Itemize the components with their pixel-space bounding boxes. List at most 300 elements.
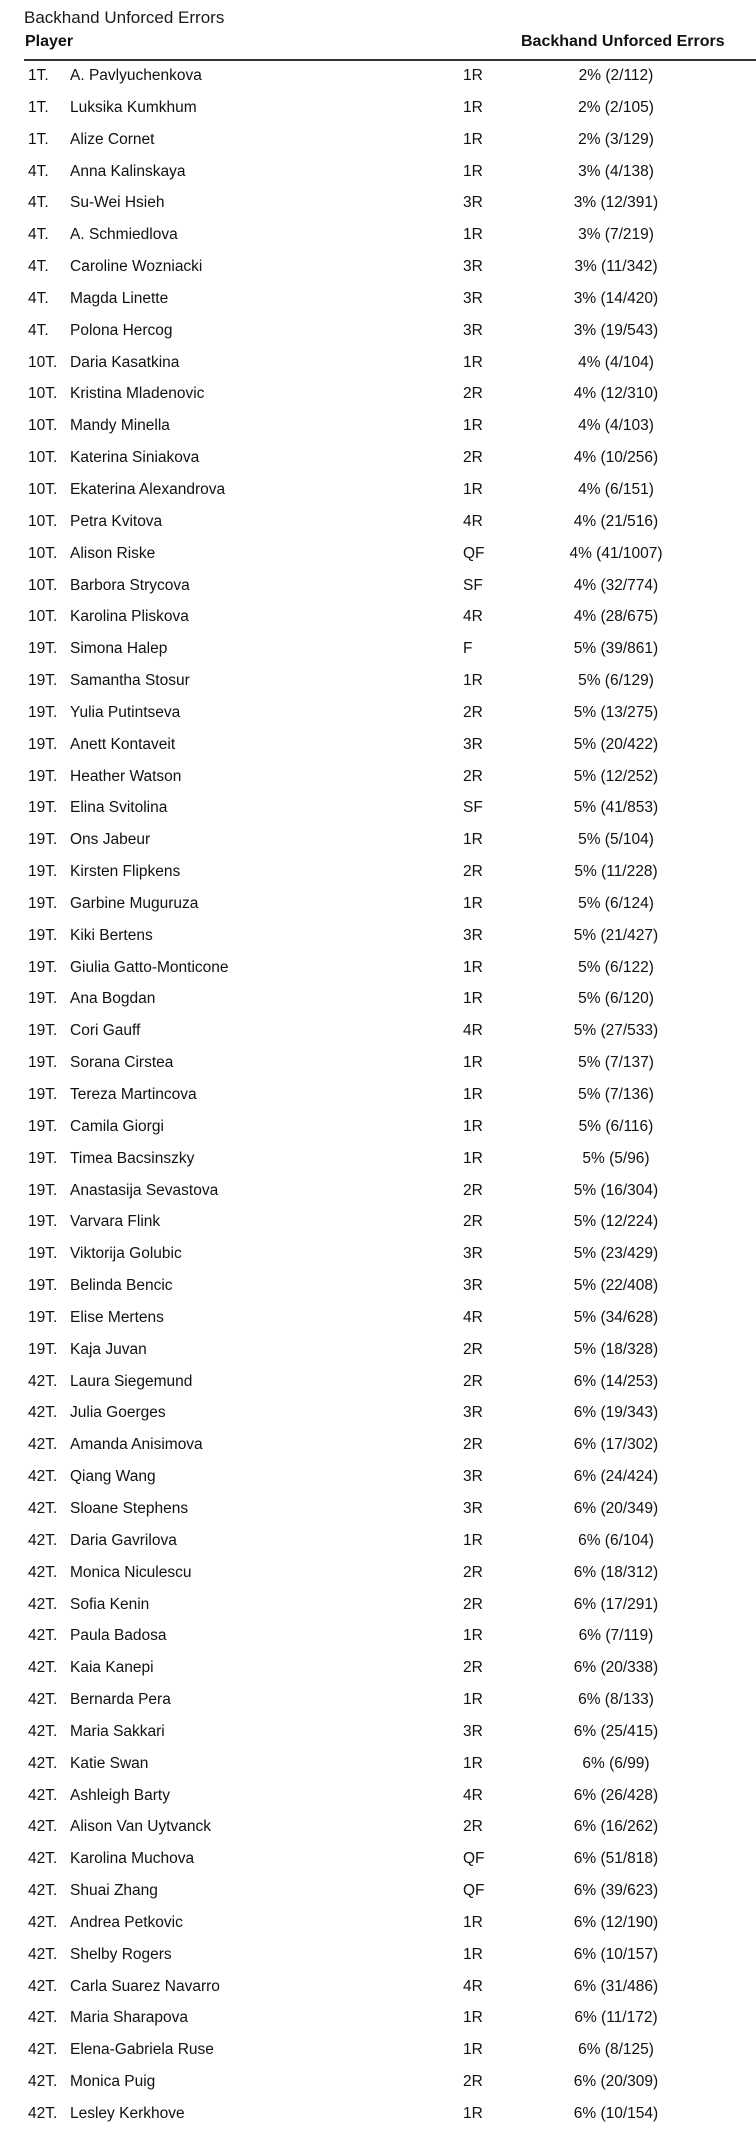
player-name-cell: Ekaterina Alexandrova <box>70 480 226 498</box>
table-row <box>0 1877 756 1909</box>
backhand-ue-cell: 5% (12/252) <box>573 767 659 785</box>
round-cell: 2R <box>463 1340 483 1358</box>
backhand-ue-cell: 3% (11/342) <box>574 258 658 276</box>
rank-cell: 42T. <box>28 1850 58 1868</box>
backhand-ue-cell: 4% (6/151) <box>578 480 654 498</box>
player-name-cell: Mandy Minella <box>70 417 170 435</box>
round-cell: 2R <box>463 863 483 881</box>
table-row <box>0 1622 756 1654</box>
rank-cell: 19T. <box>28 990 58 1008</box>
table-row <box>0 667 756 699</box>
backhand-ue-cell: 5% (6/124) <box>578 894 654 912</box>
backhand-ue-cell: 5% (34/628) <box>573 1308 659 1326</box>
round-cell: 1R <box>463 2009 483 2027</box>
round-cell: 1R <box>463 130 483 148</box>
rank-cell: 10T. <box>28 544 58 562</box>
player-name-cell: Karolina Pliskova <box>70 608 189 626</box>
table-row <box>0 794 756 826</box>
backhand-ue-cell: 6% (7/119) <box>578 1627 654 1645</box>
rank-cell: 19T. <box>28 799 58 817</box>
round-cell: 1R <box>463 417 483 435</box>
player-name-cell: Daria Kasatkina <box>70 353 180 371</box>
rank-cell: 10T. <box>28 449 58 467</box>
player-name-cell: Kiki Bertens <box>70 926 153 944</box>
rank-cell: 19T. <box>28 958 58 976</box>
table-row <box>0 603 756 635</box>
backhand-ue-cell: 6% (26/428) <box>573 1786 659 1804</box>
table-row <box>0 1081 756 1113</box>
rank-cell: 42T. <box>28 2009 58 2027</box>
table-row <box>0 1909 756 1941</box>
round-cell: 1R <box>463 1117 483 1135</box>
backhand-ue-cell: 5% (5/104) <box>578 831 654 849</box>
header-divider <box>24 59 756 61</box>
round-cell: 2R <box>463 1595 483 1613</box>
round-cell: 3R <box>463 1277 483 1295</box>
round-cell: 1R <box>463 894 483 912</box>
rank-cell: 19T. <box>28 703 58 721</box>
backhand-ue-cell: 6% (16/262) <box>573 1818 659 1836</box>
player-name-cell: Monica Puig <box>70 2073 156 2091</box>
rank-cell: 42T. <box>28 1786 58 1804</box>
player-name-cell: Tereza Martincova <box>70 1086 197 1103</box>
player-name-cell: Viktorija Golubic <box>70 1245 182 1263</box>
round-cell: 1R <box>463 831 483 849</box>
backhand-ue-cell: 5% (21/427) <box>573 926 659 944</box>
player-name-cell: Bernarda Pera <box>70 1691 171 1709</box>
round-cell: 1R <box>463 1913 483 1931</box>
rank-cell: 42T. <box>28 1659 58 1677</box>
round-cell: 3R <box>463 735 483 753</box>
player-name-cell: Elise Mertens <box>70 1308 164 1326</box>
round-cell: 4R <box>463 1786 483 1804</box>
table-row <box>0 1113 756 1145</box>
rank-cell: 1T. <box>28 130 49 148</box>
backhand-ue-cell: 6% (12/190) <box>573 1913 659 1931</box>
player-name-cell: Sloane Stephens <box>70 1499 189 1517</box>
backhand-ue-cell: 3% (4/138) <box>578 162 654 180</box>
backhand-ue-cell: 6% (19/343) <box>573 1404 659 1422</box>
player-name-cell: Kirsten Flipkens <box>70 863 181 881</box>
round-cell: 1R <box>463 1754 483 1772</box>
rank-cell: 19T. <box>28 1277 58 1295</box>
round-cell: 1R <box>463 1054 483 1072</box>
rank-cell: 19T. <box>28 640 58 658</box>
table-row <box>0 1049 756 1081</box>
table-row <box>0 572 756 604</box>
round-cell: 1R <box>463 162 483 180</box>
table-row <box>0 922 756 954</box>
player-name-cell: Anett Kontaveit <box>70 735 176 753</box>
backhand-ue-cell: 4% (32/774) <box>573 576 659 594</box>
round-cell: 1R <box>463 1086 483 1103</box>
table-row <box>0 1686 756 1718</box>
table-row <box>0 540 756 572</box>
rank-cell: 42T. <box>28 1818 58 1836</box>
backhand-ue-cell: 6% (18/312) <box>573 1563 659 1581</box>
round-cell: 4R <box>463 1977 483 1995</box>
rank-cell: 19T. <box>28 831 58 849</box>
table-row <box>0 1941 756 1973</box>
round-cell: SF <box>463 576 483 594</box>
rank-cell: 1T. <box>28 67 49 84</box>
round-cell: 1R <box>463 958 483 976</box>
rank-cell: 19T. <box>28 1340 58 1358</box>
table-row <box>0 858 756 890</box>
player-name-cell: Katie Swan <box>70 1754 149 1772</box>
table-row <box>0 380 756 412</box>
player-name-cell: Giulia Gatto-Monticone <box>70 958 229 976</box>
player-name-cell: Belinda Bencic <box>70 1277 173 1295</box>
rank-cell: 42T. <box>28 1691 58 1709</box>
table-row <box>0 1304 756 1336</box>
backhand-ue-cell: 3% (14/420) <box>573 289 659 307</box>
table-row <box>0 1240 756 1272</box>
player-name-cell: Katerina Siniakova <box>70 449 200 467</box>
rank-cell: 4T. <box>28 258 49 276</box>
table-row <box>0 1399 756 1431</box>
player-name-cell: Garbine Muguruza <box>70 894 199 912</box>
player-name-cell: Kristina Mladenovic <box>70 385 205 403</box>
table-title: Backhand Unforced Errors <box>24 8 225 27</box>
table-row <box>0 826 756 858</box>
round-cell: 4R <box>463 512 483 530</box>
round-cell: QF <box>463 1850 485 1868</box>
table-row <box>0 1208 756 1240</box>
backhand-ue-cell: 5% (20/422) <box>573 735 659 753</box>
table-row <box>0 635 756 667</box>
rank-cell: 42T. <box>28 1977 58 1995</box>
rank-cell: 19T. <box>28 1213 58 1231</box>
rank-cell: 19T. <box>28 767 58 785</box>
table-row <box>0 890 756 922</box>
rank-cell: 10T. <box>28 512 58 530</box>
player-name-cell: Kaja Juvan <box>70 1340 147 1358</box>
table-row <box>0 1272 756 1304</box>
backhand-ue-cell: 4% (28/675) <box>573 608 659 626</box>
backhand-ue-cell: 6% (17/291) <box>573 1595 659 1613</box>
round-cell: QF <box>463 544 485 562</box>
player-name-cell: Ons Jabeur <box>70 831 151 849</box>
player-name-cell: Carla Suarez Navarro <box>70 1977 220 1995</box>
table-row <box>0 731 756 763</box>
round-cell: 2R <box>463 1818 483 1836</box>
round-cell: 2R <box>463 1563 483 1581</box>
round-cell: 1R <box>463 1149 483 1167</box>
rank-cell: 19T. <box>28 1308 58 1326</box>
round-cell: 3R <box>463 258 483 276</box>
table-row <box>0 62 756 94</box>
backhand-ue-cell: 6% (11/172) <box>574 2009 658 2027</box>
player-name-cell: Polona Hercog <box>70 321 173 339</box>
rank-cell: 19T. <box>28 1054 58 1072</box>
round-cell: 1R <box>463 67 483 84</box>
round-cell: 4R <box>463 1308 483 1326</box>
player-name-cell: Laura Siegemund <box>70 1372 193 1390</box>
backhand-ue-cell: 6% (10/157) <box>573 1945 659 1963</box>
player-name-cell: Amanda Anisimova <box>70 1436 203 1454</box>
round-cell: 1R <box>463 2041 483 2059</box>
round-cell: QF <box>463 1882 485 1900</box>
round-cell: 1R <box>463 480 483 498</box>
player-name-cell: Julia Goerges <box>70 1404 166 1422</box>
player-name-cell: Alison Van Uytvanck <box>70 1818 211 1836</box>
player-name-cell: Anastasija Sevastova <box>70 1181 219 1199</box>
backhand-ue-cell: 6% (20/349) <box>573 1499 659 1517</box>
rank-cell: 1T. <box>28 98 49 116</box>
player-name-cell: Luksika Kumkhum <box>70 98 197 116</box>
table-body <box>0 62 756 2132</box>
table-row <box>0 126 756 158</box>
player-name-cell: Camila Giorgi <box>70 1117 164 1135</box>
backhand-ue-cell: 6% (20/309) <box>573 2073 659 2091</box>
player-name-cell: Magda Linette <box>70 289 169 307</box>
round-cell: 1R <box>463 1627 483 1645</box>
rank-cell: 4T. <box>28 194 49 212</box>
backhand-ue-cell: 5% (23/429) <box>573 1245 659 1263</box>
player-name-cell: Su-Wei Hsieh <box>70 194 165 212</box>
table-row <box>0 1177 756 1209</box>
player-name-cell: Daria Gavrilova <box>70 1531 177 1549</box>
round-cell: 3R <box>463 1468 483 1486</box>
player-name-cell: Barbora Strycova <box>70 576 190 594</box>
rank-cell: 42T. <box>28 2105 58 2122</box>
backhand-ue-cell: 6% (24/424) <box>573 1468 659 1486</box>
table-row <box>0 1845 756 1877</box>
backhand-ue-cell: 5% (12/224) <box>573 1213 659 1231</box>
backhand-ue-cell: 3% (7/219) <box>578 226 654 244</box>
table-row <box>0 1431 756 1463</box>
player-name-cell: Andrea Petkovic <box>70 1913 183 1931</box>
round-cell: 3R <box>463 1722 483 1740</box>
backhand-ue-cell: 6% (8/133) <box>578 1691 654 1709</box>
rank-cell: 42T. <box>28 2041 58 2059</box>
table-row <box>0 221 756 253</box>
table-row <box>0 1017 756 1049</box>
rank-cell: 19T. <box>28 1022 58 1040</box>
round-cell: 1R <box>463 672 483 690</box>
table-row <box>0 508 756 540</box>
table-row <box>0 1336 756 1368</box>
table-row <box>0 349 756 381</box>
rank-cell: 10T. <box>28 417 58 435</box>
table-row <box>0 2036 756 2068</box>
backhand-ue-cell: 5% (13/275) <box>573 703 659 721</box>
backhand-ue-cell: 5% (22/408) <box>573 1277 659 1295</box>
round-cell: 1R <box>463 1531 483 1549</box>
backhand-ue-cell: 5% (11/228) <box>574 863 658 881</box>
rank-cell: 19T. <box>28 735 58 753</box>
backhand-ue-cell: 2% (2/112) <box>578 67 654 84</box>
backhand-ue-cell: 5% (27/533) <box>573 1022 659 1040</box>
table-row <box>0 189 756 221</box>
table-row <box>0 1495 756 1527</box>
round-cell: 1R <box>463 2105 483 2122</box>
player-name-cell: Kaia Kanepi <box>70 1659 154 1677</box>
backhand-ue-cell: 5% (7/137) <box>578 1054 654 1072</box>
rank-cell: 19T. <box>28 1245 58 1263</box>
table-row <box>0 1591 756 1623</box>
backhand-ue-cell: 4% (10/256) <box>573 449 659 467</box>
table-row <box>0 1145 756 1177</box>
round-cell: 2R <box>463 1436 483 1454</box>
round-cell: SF <box>463 799 483 817</box>
backhand-ue-cell: 5% (6/129) <box>578 672 654 690</box>
player-name-cell: Maria Sakkari <box>70 1722 165 1740</box>
player-name-cell: A. Schmiedlova <box>70 226 178 244</box>
rank-cell: 4T. <box>28 289 49 307</box>
table-row <box>0 1559 756 1591</box>
backhand-ue-cell: 6% (20/338) <box>573 1659 659 1677</box>
rank-cell: 42T. <box>28 1468 58 1486</box>
round-cell: 2R <box>463 385 483 403</box>
rank-cell: 42T. <box>28 1754 58 1772</box>
backhand-ue-cell: 4% (4/103) <box>578 417 654 435</box>
backhand-ue-cell: 6% (8/125) <box>578 2041 654 2059</box>
player-name-cell: Sofia Kenin <box>70 1595 150 1613</box>
rank-cell: 42T. <box>28 2073 58 2091</box>
backhand-ue-cell: 6% (39/623) <box>573 1882 659 1900</box>
rank-cell: 42T. <box>28 1945 58 1963</box>
backhand-ue-cell: 5% (7/136) <box>578 1086 654 1103</box>
backhand-ue-cell: 5% (6/116) <box>578 1117 654 1135</box>
round-cell: 3R <box>463 194 483 212</box>
player-name-cell: A. Pavlyuchenkova <box>70 67 202 84</box>
player-name-cell: Petra Kvitova <box>70 512 163 530</box>
player-name-cell: Ana Bogdan <box>70 990 156 1008</box>
player-name-cell: Samantha Stosur <box>70 672 190 690</box>
round-cell: 2R <box>463 767 483 785</box>
backhand-ue-cell: 6% (6/99) <box>582 1754 650 1772</box>
table-row <box>0 1973 756 2005</box>
rank-cell: 19T. <box>28 926 58 944</box>
table-row <box>0 2004 756 2036</box>
table-row <box>0 985 756 1017</box>
rank-cell: 4T. <box>28 321 49 339</box>
backhand-ue-cell: 5% (41/853) <box>573 799 659 817</box>
round-cell: 4R <box>463 608 483 626</box>
rank-cell: 42T. <box>28 1627 58 1645</box>
round-cell: F <box>463 640 473 658</box>
rank-cell: 10T. <box>28 576 58 594</box>
player-name-cell: Karolina Muchova <box>70 1850 195 1868</box>
table-row <box>0 412 756 444</box>
round-cell: 3R <box>463 926 483 944</box>
rank-cell: 42T. <box>28 1913 58 1931</box>
table-row <box>0 158 756 190</box>
backhand-ue-cell: 5% (39/861) <box>573 640 659 658</box>
player-name-cell: Shuai Zhang <box>70 1882 158 1900</box>
round-cell: 4R <box>463 1022 483 1040</box>
round-cell: 2R <box>463 1372 483 1390</box>
table-row <box>0 1750 756 1782</box>
rank-cell: 42T. <box>28 1436 58 1454</box>
player-name-cell: Cori Gauff <box>70 1022 141 1040</box>
table-row <box>0 1782 756 1814</box>
player-name-cell: Elena-Gabriela Ruse <box>70 2041 214 2059</box>
rank-cell: 10T. <box>28 608 58 626</box>
player-name-cell: Yulia Putintseva <box>70 703 181 721</box>
table-row <box>0 317 756 349</box>
backhand-ue-cell: 4% (21/516) <box>573 512 659 530</box>
backhand-ue-cell: 5% (18/328) <box>573 1340 659 1358</box>
backhand-ue-cell: 5% (6/120) <box>578 990 654 1008</box>
table-row <box>0 1527 756 1559</box>
backhand-ue-cell: 4% (4/104) <box>578 353 654 371</box>
round-cell: 2R <box>463 449 483 467</box>
backhand-ue-cell: 6% (51/818) <box>573 1850 659 1868</box>
backhand-ue-cell: 6% (6/104) <box>578 1531 654 1549</box>
player-name-cell: Sorana Cirstea <box>70 1054 174 1072</box>
column-header-backhand-unforced-errors: Backhand Unforced Errors <box>521 33 725 50</box>
column-header-player: Player <box>25 33 74 50</box>
table-row <box>0 1463 756 1495</box>
backhand-ue-cell: 6% (10/154) <box>573 2105 659 2122</box>
player-name-cell: Elina Svitolina <box>70 799 168 817</box>
round-cell: 1R <box>463 990 483 1008</box>
table-row <box>0 1813 756 1845</box>
rank-cell: 4T. <box>28 162 49 180</box>
backhand-ue-cell: 4% (12/310) <box>573 385 659 403</box>
player-name-cell: Shelby Rogers <box>70 1945 172 1963</box>
player-name-cell: Monica Niculescu <box>70 1563 192 1581</box>
player-name-cell: Paula Badosa <box>70 1627 167 1645</box>
player-name-cell: Varvara Flink <box>70 1213 161 1231</box>
rank-cell: 19T. <box>28 863 58 881</box>
table-row <box>0 954 756 986</box>
round-cell: 3R <box>463 1404 483 1422</box>
backhand-ue-cell: 3% (19/543) <box>573 321 659 339</box>
rank-cell: 42T. <box>28 1882 58 1900</box>
round-cell: 3R <box>463 1499 483 1517</box>
table-row <box>0 1654 756 1686</box>
player-name-cell: Alison Riske <box>70 544 156 562</box>
backhand-ue-cell: 4% (41/1007) <box>569 544 663 562</box>
rank-cell: 42T. <box>28 1404 58 1422</box>
round-cell: 3R <box>463 321 483 339</box>
round-cell: 2R <box>463 703 483 721</box>
table-row <box>0 94 756 126</box>
round-cell: 2R <box>463 2073 483 2091</box>
rank-cell: 10T. <box>28 353 58 371</box>
player-name-cell: Ashleigh Barty <box>70 1786 170 1804</box>
round-cell: 1R <box>463 1691 483 1709</box>
rank-cell: 42T. <box>28 1499 58 1517</box>
round-cell: 1R <box>463 1945 483 1963</box>
rank-cell: 19T. <box>28 1181 58 1199</box>
rank-cell: 42T. <box>28 1595 58 1613</box>
player-name-cell: Maria Sharapova <box>70 2009 189 2027</box>
rank-cell: 10T. <box>28 385 58 403</box>
backhand-ue-cell: 2% (3/129) <box>578 130 654 148</box>
rank-cell: 42T. <box>28 1531 58 1549</box>
player-name-cell: Lesley Kerkhove <box>70 2105 185 2122</box>
backhand-ue-cell: 6% (31/486) <box>573 1977 659 1995</box>
rank-cell: 10T. <box>28 480 58 498</box>
round-cell: 1R <box>463 98 483 116</box>
player-name-cell: Heather Watson <box>70 767 182 785</box>
table-row <box>0 1368 756 1400</box>
rank-cell: 42T. <box>28 1372 58 1390</box>
rank-cell: 4T. <box>28 226 49 244</box>
table-row <box>0 2068 756 2100</box>
player-name-cell: Anna Kalinskaya <box>70 162 186 180</box>
table-row <box>0 444 756 476</box>
backhand-ue-cell: 6% (25/415) <box>573 1722 659 1740</box>
backhand-ue-cell: 2% (2/105) <box>578 98 654 116</box>
rank-cell: 19T. <box>28 1117 58 1135</box>
table-row <box>0 2100 756 2132</box>
